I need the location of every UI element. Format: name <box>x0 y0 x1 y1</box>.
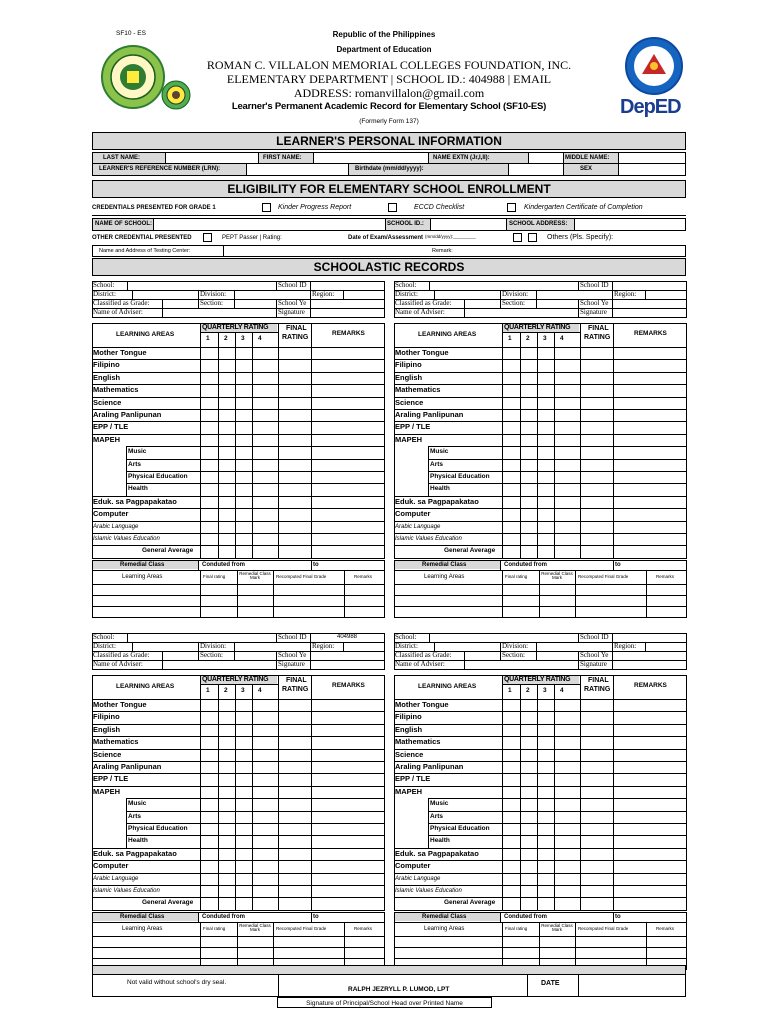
school-id-label: School ID <box>580 281 609 289</box>
lrn-row <box>92 164 686 176</box>
subject-row-label: Computer <box>93 861 129 871</box>
other-credentials-row <box>92 232 686 244</box>
quarter-4-header: 4 <box>258 687 262 694</box>
subject-row-label: Filipino <box>93 712 120 722</box>
mapeh-component-label: Arts <box>128 812 142 820</box>
kinder-cert-checkbox[interactable] <box>507 203 516 212</box>
subject-row-label: Mother Tongue <box>395 348 449 357</box>
pept-checkbox[interactable] <box>203 233 212 242</box>
quarter-1-header: 1 <box>508 687 512 694</box>
remarks-header: REMARKS <box>634 682 667 689</box>
quarter-3-header: 3 <box>241 335 245 342</box>
subject-row-label: Mathematics <box>395 385 441 395</box>
quarter-1-header: 1 <box>206 335 210 342</box>
eccd-checkbox[interactable] <box>388 203 397 212</box>
subject-row-label: English <box>395 724 423 734</box>
subject-row-label: Eduk. sa Pagpapakatao <box>395 496 479 506</box>
school-id-label: School ID <box>580 633 609 641</box>
remedial-class-mark: Remedial Class Mark <box>239 570 271 581</box>
remedial-class-label: Remedial Class <box>422 561 467 568</box>
optional-subject-label: Arabic Language <box>395 523 441 530</box>
subject-row-label: Science <box>395 749 424 759</box>
subject-row-label: Mathematics <box>93 737 139 747</box>
kinder-cert-label: Kindergarten Certificate of Completion <box>524 204 643 211</box>
remedial-final-rating: Final rating <box>203 925 226 931</box>
adviser-label: Name of Adviser: <box>395 308 445 316</box>
rating-header: RATING <box>282 334 309 341</box>
others-label: Others (Pls. Specify): <box>547 234 614 241</box>
name-extn-label: NAME EXTN (Jr,I,II): <box>433 155 490 161</box>
quarterly-rating-header: QUARTERLY RATING <box>504 324 571 331</box>
section-label: Section: <box>200 299 223 307</box>
subject-row-label: EPP / TLE <box>93 774 129 784</box>
mapeh-component-label: Health <box>128 837 148 845</box>
section-label: Section: <box>200 651 223 659</box>
division-label: Division: <box>502 642 529 650</box>
subject-row-label: Science <box>93 749 122 759</box>
school-name: ROMAN C. VILLALON MEMORIAL COLLEGES FOUNDATION, INC. <box>206 58 572 72</box>
scholastic-block-4 <box>394 633 687 973</box>
quarter-2-header: 2 <box>526 335 530 342</box>
final-header: FINAL <box>286 677 307 684</box>
adviser-label: Name of Adviser: <box>395 660 445 668</box>
mapeh-component-label: Arts <box>430 812 444 820</box>
lrn-label: LEARNER'S REFERENCE NUMBER (LRN): <box>99 166 221 172</box>
subject-row-label: Araling Panlipunan <box>93 410 162 419</box>
school-address-label: SCHOOL ADDRESS: <box>509 221 568 227</box>
scholastic-block-2 <box>394 281 687 621</box>
mapeh-component-label: Music <box>128 800 147 808</box>
district-label: District: <box>395 642 418 650</box>
deped-logo: DepED <box>620 96 681 118</box>
to-label: to <box>313 561 319 568</box>
republic-line: Republic of the Philippines <box>332 30 436 39</box>
signature-label: Signature <box>278 660 305 668</box>
mapeh-component-label: Health <box>430 485 450 493</box>
remedial-remarks: Remarks <box>656 925 675 931</box>
subject-row-label: English <box>93 372 121 382</box>
remarks-header: REMARKS <box>332 330 365 337</box>
remedial-learning-areas: Learning Areas <box>122 573 163 580</box>
section-label: Section: <box>502 299 525 307</box>
others-checkbox-b[interactable] <box>528 233 537 242</box>
mapeh-component-label: Music <box>430 448 449 456</box>
classified-label: Classified as Grade: <box>395 651 452 659</box>
subject-row-label: Computer <box>395 861 431 871</box>
remedial-learning-areas: Learning Areas <box>424 573 465 580</box>
final-header: FINAL <box>286 325 307 332</box>
signature-label: Signature <box>278 308 305 316</box>
district-label: District: <box>93 290 116 298</box>
date-exam-label: Date of Exam/Assessment <box>348 235 424 241</box>
general-average-label: General Average <box>444 547 496 555</box>
to-label: to <box>313 913 319 920</box>
adviser-label: Name of Adviser: <box>93 308 143 316</box>
subject-row-label: Mother Tongue <box>93 348 147 357</box>
general-average-label: General Average <box>444 899 496 907</box>
record-title: Learner's Permanent Academic Record for Elementary School (SF10-ES) <box>231 101 547 112</box>
dept-line: ELEMENTARY DEPARTMENT | SCHOOL ID.: 404988 | EMAIL <box>226 72 552 86</box>
remarks-header: REMARKS <box>634 330 667 337</box>
remedial-class-label: Remedial Class <box>120 561 165 568</box>
school-label: School: <box>395 633 417 641</box>
subject-row-label: Science <box>395 397 424 407</box>
department-line: Department of Education <box>336 45 432 54</box>
remedial-recomputed: Recomputed Final Grade <box>578 925 629 931</box>
sex-label: SEX <box>580 166 593 172</box>
subject-row-label: Science <box>93 397 122 407</box>
credentials-label: CREDENTIALS PRESENTED FOR GRADE 1 <box>92 205 216 211</box>
region-label: Region: <box>614 642 637 650</box>
quarterly-rating-header: QUARTERLY RATING <box>202 324 269 331</box>
learning-areas-header: LEARNING AREAS <box>418 331 477 338</box>
to-label: to <box>615 913 621 920</box>
subject-row-label: MAPEH <box>395 786 423 796</box>
section-label: Section: <box>502 651 525 659</box>
subject-row-label: Computer <box>395 509 431 519</box>
middle-name-label: MIDDLE NAME: <box>565 155 610 161</box>
mapeh-component-label: Physical Education <box>128 825 188 832</box>
general-average-label: General Average <box>142 547 194 555</box>
learning-areas-header: LEARNING AREAS <box>116 683 175 690</box>
rating-header: RATING <box>282 686 309 693</box>
learning-areas-header: LEARNING AREAS <box>418 683 477 690</box>
division-label: Division: <box>502 290 529 298</box>
others-checkbox-a[interactable] <box>513 233 522 242</box>
subject-row-label: EPP / TLE <box>395 422 431 432</box>
remedial-recomputed: Recomputed Final Grade <box>578 573 629 579</box>
quarter-3-header: 3 <box>543 335 547 342</box>
date-format-label: (mm/dd/yyyy):_________ <box>425 234 476 239</box>
school-id-label: SCHOOL ID.: <box>387 221 424 227</box>
final-header: FINAL <box>588 677 609 684</box>
school-label: School: <box>93 281 115 289</box>
other-credential-label: OTHER CREDENTIAL PRESENTED <box>92 235 192 241</box>
remedial-remarks: Remarks <box>656 573 675 579</box>
district-label: District: <box>395 290 418 298</box>
quarter-3-header: 3 <box>241 687 245 694</box>
remarks-header: REMARKS <box>332 682 365 689</box>
subject-row-label: Filipino <box>93 360 120 370</box>
subject-row-label: Mathematics <box>93 385 139 395</box>
mapeh-component-label: Arts <box>430 460 444 468</box>
school-year-label: School Ye <box>278 299 307 307</box>
final-header: FINAL <box>588 325 609 332</box>
subject-row-label: English <box>395 372 423 382</box>
footer-row <box>92 975 686 997</box>
optional-subject-label: Arabic Language <box>395 875 441 882</box>
principal-signature-line: Signature of Principal/School Head over Printed Name <box>277 997 492 1008</box>
mapeh-component-label: Arts <box>128 460 142 468</box>
subject-row-label: Araling Panlipunan <box>395 762 464 771</box>
remedial-learning-areas: Learning Areas <box>424 925 465 932</box>
optional-subject-label: Islamic Values Education <box>395 536 462 542</box>
subject-row-label: EPP / TLE <box>395 774 431 784</box>
classified-label: Classified as Grade: <box>395 299 452 307</box>
dry-seal-note: Not valid without school's dry seal. <box>127 979 227 986</box>
subject-row-label: Mother Tongue <box>93 700 147 709</box>
form-code: SF10 - ES <box>116 30 146 37</box>
testing-center-row <box>92 245 686 257</box>
division-label: Division: <box>200 290 227 298</box>
subject-row-label: Araling Panlipunan <box>395 410 464 419</box>
eligibility-title: ELIGIBILITY FOR ELEMENTARY SCHOOL ENROLLMENT <box>92 180 686 198</box>
mapeh-component-label: Physical Education <box>430 825 490 832</box>
eccd-label: ECCD Checklist <box>414 204 465 211</box>
kinder-report-checkbox[interactable] <box>262 203 271 212</box>
subject-row-label: MAPEH <box>93 786 121 796</box>
signature-label: Signature <box>580 308 607 316</box>
date-label: DATE <box>541 980 560 987</box>
general-average-label: General Average <box>142 899 194 907</box>
conducted-from-label: Conduted from <box>202 913 245 920</box>
signature-label: Signature <box>580 660 607 668</box>
school-year-label: School Ye <box>580 651 609 659</box>
adviser-label: Name of Adviser: <box>93 660 143 668</box>
credentials-row <box>92 200 686 216</box>
remedial-class-mark: Remedial Class Mark <box>541 922 573 933</box>
kinder-report-label: Kinder Progress Report <box>278 204 352 211</box>
remedial-final-rating: Final rating <box>505 925 528 931</box>
remedial-recomputed: Recomputed Final Grade <box>276 925 327 931</box>
district-label: District: <box>93 642 116 650</box>
quarter-2-header: 2 <box>526 687 530 694</box>
subject-row-label: Eduk. sa Pagpapakatao <box>93 848 177 858</box>
remedial-class-mark: Remedial Class Mark <box>239 922 271 933</box>
mapeh-component-label: Physical Education <box>128 473 188 480</box>
deped-seal-logo <box>624 36 684 96</box>
birthdate-label: Birthdate (mm/dd/yyyy): <box>355 166 424 172</box>
region-label: Region: <box>312 642 335 650</box>
school-id-label: School ID <box>278 633 307 641</box>
optional-subject-label: Arabic Language <box>93 875 139 882</box>
subject-row-label: English <box>93 724 121 734</box>
quarter-4-header: 4 <box>560 335 564 342</box>
mapeh-component-label: Music <box>430 800 449 808</box>
conducted-from-label: Conduted from <box>202 561 245 568</box>
mapeh-component-label: Physical Education <box>430 473 490 480</box>
conducted-from-label: Conduted from <box>504 561 547 568</box>
school-label: School: <box>395 281 417 289</box>
pept-label: PEPT Passer | Rating: <box>222 235 282 241</box>
name-row <box>92 152 686 164</box>
formerly-line: (Formerly Form 137) <box>359 118 419 125</box>
remedial-learning-areas: Learning Areas <box>122 925 163 932</box>
mapeh-component-label: Music <box>128 448 147 456</box>
footer-gray-bar <box>92 965 686 975</box>
quarter-1-header: 1 <box>508 335 512 342</box>
subject-row-label: Filipino <box>395 712 422 722</box>
quarter-4-header: 4 <box>258 335 262 342</box>
quarterly-rating-header: QUARTERLY RATING <box>504 676 571 683</box>
personal-info-title: LEARNER'S PERSONAL INFORMATION <box>92 132 686 150</box>
school-name-row <box>92 218 686 231</box>
quarterly-rating-header: QUARTERLY RATING <box>202 676 269 683</box>
subject-row-label: Eduk. sa Pagpapakatao <box>93 496 177 506</box>
school-id-value: 404988 <box>337 634 358 640</box>
remedial-final-rating: Final rating <box>203 573 226 579</box>
scholastic-title: SCHOOLASTIC RECORDS <box>92 258 686 276</box>
rating-header: RATING <box>584 686 611 693</box>
classified-label: Classified as Grade: <box>93 299 150 307</box>
quarter-2-header: 2 <box>224 335 228 342</box>
subject-row-label: Filipino <box>395 360 422 370</box>
optional-subject-label: Arabic Language <box>93 523 139 530</box>
optional-subject-label: Islamic Values Education <box>395 888 462 894</box>
college-seal-logo <box>100 44 166 110</box>
to-label: to <box>615 561 621 568</box>
school-year-label: School Ye <box>580 299 609 307</box>
mapeh-component-label: Health <box>128 485 148 493</box>
classified-label: Classified as Grade: <box>93 651 150 659</box>
subject-row-label: Mathematics <box>395 737 441 747</box>
remedial-remarks: Remarks <box>354 573 373 579</box>
region-label: Region: <box>614 290 637 298</box>
subject-row-label: MAPEH <box>395 434 423 444</box>
school-label: School: <box>93 633 115 641</box>
remedial-class-label: Remedial Class <box>120 913 165 920</box>
name-of-school-label: NAME OF SCHOOL: <box>95 221 152 227</box>
department-seal-logo <box>161 80 191 110</box>
subject-row-label: Araling Panlipunan <box>93 762 162 771</box>
remedial-final-rating: Final rating <box>505 573 528 579</box>
school-year-label: School Ye <box>278 651 307 659</box>
quarter-3-header: 3 <box>543 687 547 694</box>
division-label: Division: <box>200 642 227 650</box>
quarter-1-header: 1 <box>206 687 210 694</box>
subject-row-label: EPP / TLE <box>93 422 129 432</box>
subject-row-label: Computer <box>93 509 129 519</box>
rating-header: RATING <box>584 334 611 341</box>
quarter-2-header: 2 <box>224 687 228 694</box>
first-name-label: FIRST NAME: <box>263 155 302 161</box>
remedial-class-mark: Remedial Class Mark <box>541 570 573 581</box>
principal-name: RALPH JEZRYLL P. LUMOD, LPT <box>348 986 450 993</box>
remark-label: Remark: <box>432 248 453 254</box>
remedial-recomputed: Recomputed Final Grade <box>276 573 327 579</box>
last-name-label: LAST NAME: <box>103 155 140 161</box>
subject-row-label: MAPEH <box>93 434 121 444</box>
optional-subject-label: Islamic Values Education <box>93 536 160 542</box>
subject-row-label: Eduk. sa Pagpapakatao <box>395 848 479 858</box>
testing-center-label: Name and Address of Testing Center: <box>99 248 191 254</box>
mapeh-component-label: Health <box>430 837 450 845</box>
subject-row-label: Mother Tongue <box>395 700 449 709</box>
address-line: ADDRESS: romanvillalon@gmail.com <box>293 86 485 100</box>
region-label: Region: <box>312 290 335 298</box>
remedial-remarks: Remarks <box>354 925 373 931</box>
conducted-from-label: Conduted from <box>504 913 547 920</box>
scholastic-block-1 <box>92 281 385 621</box>
optional-subject-label: Islamic Values Education <box>93 888 160 894</box>
scholastic-block-3 <box>92 633 385 973</box>
learning-areas-header: LEARNING AREAS <box>116 331 175 338</box>
remedial-class-label: Remedial Class <box>422 913 467 920</box>
quarter-4-header: 4 <box>560 687 564 694</box>
school-id-label: School ID <box>278 281 307 289</box>
